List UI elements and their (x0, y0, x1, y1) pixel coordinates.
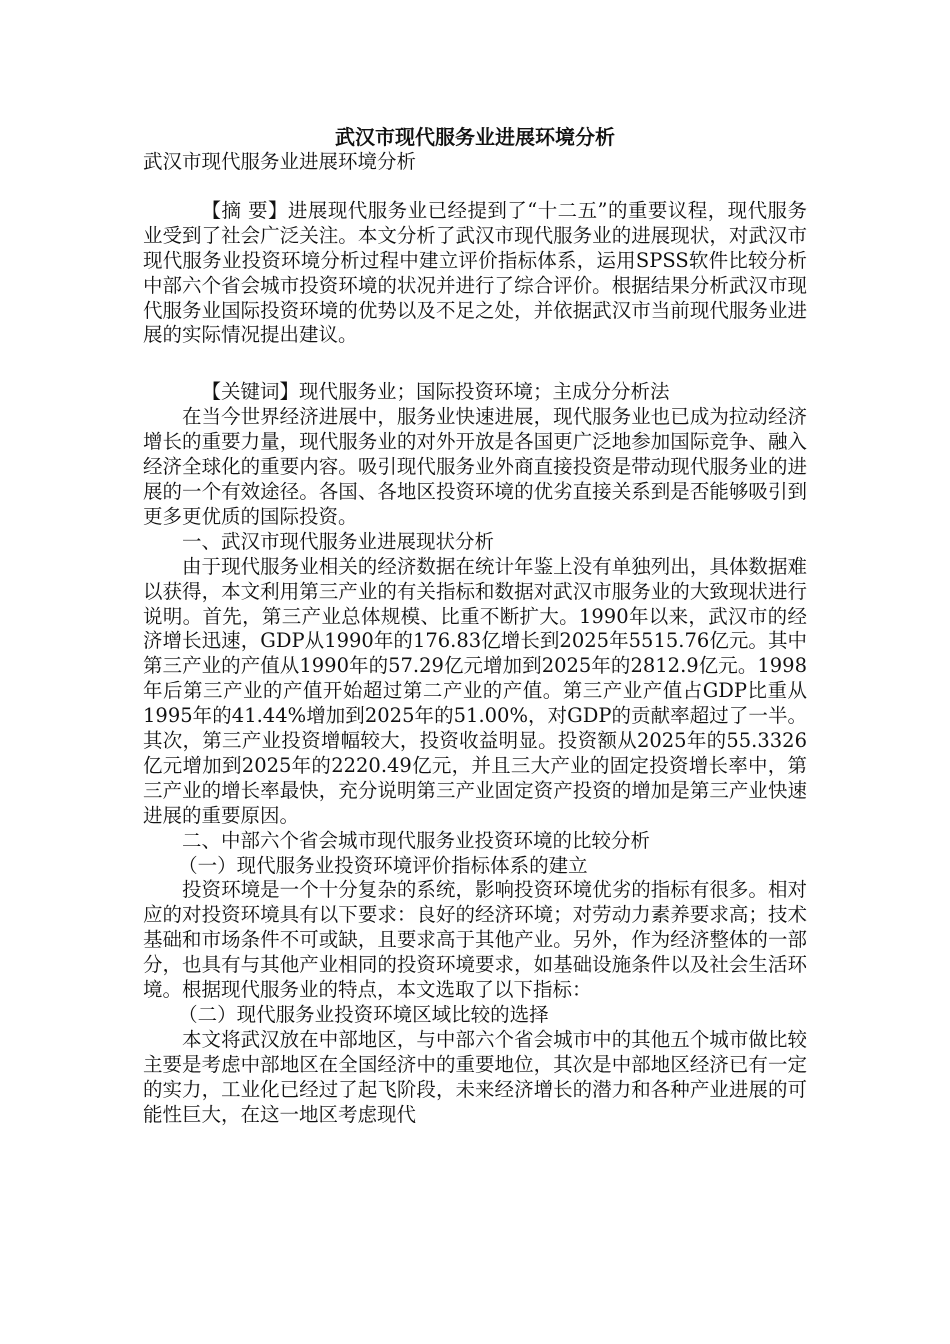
keywords-paragraph: 【关键词】现代服务业；国际投资环境；主成分分析法 (201, 380, 670, 404)
subsection-2-2-paragraph: 本文将武汉放在中部地区，与中部六个省会城市中的其他五个城市做比较主要是考虑中部地区在全国经济中的重要地位，其次是中部地区经济已有一定的实力，工业化已经过了起飞阶段，未来经济增长的潜力和各种产业进展的可能性巨大，在这一地区考虑现代 (143, 1027, 807, 1126)
subsection-heading-2-1: （一）现代服务业投资环境评价指标体系的建立 (178, 853, 588, 877)
section-heading-2: 二、中部六个省会城市现代服务业投资环境的比较分析 (182, 828, 651, 852)
document-subtitle: 武汉市现代服务业进展环境分析 (143, 150, 417, 173)
section-1-paragraph: 由于现代服务业相关的经济数据在统计年鉴上没有单独列出，具体数据难以获得，本文利用第三产业的有关指标和数据对武汉市服务业的大致现状进行说明。首先，第三产业总体规模、比重不断扩大。1990年以来，武汉市的经济增长迅速，GDP从1990年的176.83亿增长到2025年5515.76亿元。其中第三产业的产值从1990年的57.29亿元增加到2025年的2812.9亿元。1998年后第三产业的产值开始超过第二产业的产值。第三产业产值占GDP比重从1995年的41.44%增加到2025年的51.00%，对GDP的贡献率超过了一半。其次，第三产业投资增幅较大，投资收益明显。投资额从2025年的55.3326亿元增加到2025年的2220.49亿元，并且三大产业的固定投资增长率中，第三产业的增长率最快，充分说明第三产业固定资产投资的增加是第三产业快速进展的重要原因。 (143, 554, 807, 827)
subsection-2-1-paragraph: 投资环境是一个十分复杂的系统，影响投资环境优劣的指标有很多。相对应的对投资环境具有以下要求：良好的经济环境；对劳动力素养要求高；技术基础和市场条件不可或缺，且要求高于其他产业。另外，作为经济整体的一部分，也具有与其他产业相同的投资环境要求，如基础设施条件以及社会生活环境。根据现代服务业的特点，本文选取了以下指标： (143, 878, 807, 1002)
subsection-heading-2-2: （二）现代服务业投资环境区域比较的选择 (178, 1003, 549, 1026)
document-title: 武汉市现代服务业进展环境分析 (335, 125, 615, 149)
section-heading-1: 一、武汉市现代服务业进展现状分析 (182, 529, 495, 553)
intro-paragraph: 在当今世界经济进展中，服务业快速进展，现代服务业也已成为拉动经济增长的重要力量，现代服务业的对外开放是各国更广泛地参加国际竞争、融入经济全球化的重要内容。吸引现代服务业外商直接投资是带动现代服务业的进展的一个有效途径。各国、各地区投资环境的优劣直接关系到是否能够吸引到更多更优质的国际投资。 (143, 405, 807, 528)
document-page (143, 124, 807, 1128)
abstract-paragraph: 【摘 要】进展现代服务业已经提到了“十二五”的重要议程，现代服务业受到了社会广泛关注。本文分析了武汉市现代服务业的进展现状，对武汉市现代服务业投资环境分析过程中建立评价指标体系，运用SPSS软件比较分析中部六个省会城市投资环境的状况并进行了综合评价。根据结果分析武汉市现代服务业国际投资环境的优势以及不足之处，并依据武汉市当前现代服务业进展的实际情况提出建议。 (143, 198, 807, 347)
